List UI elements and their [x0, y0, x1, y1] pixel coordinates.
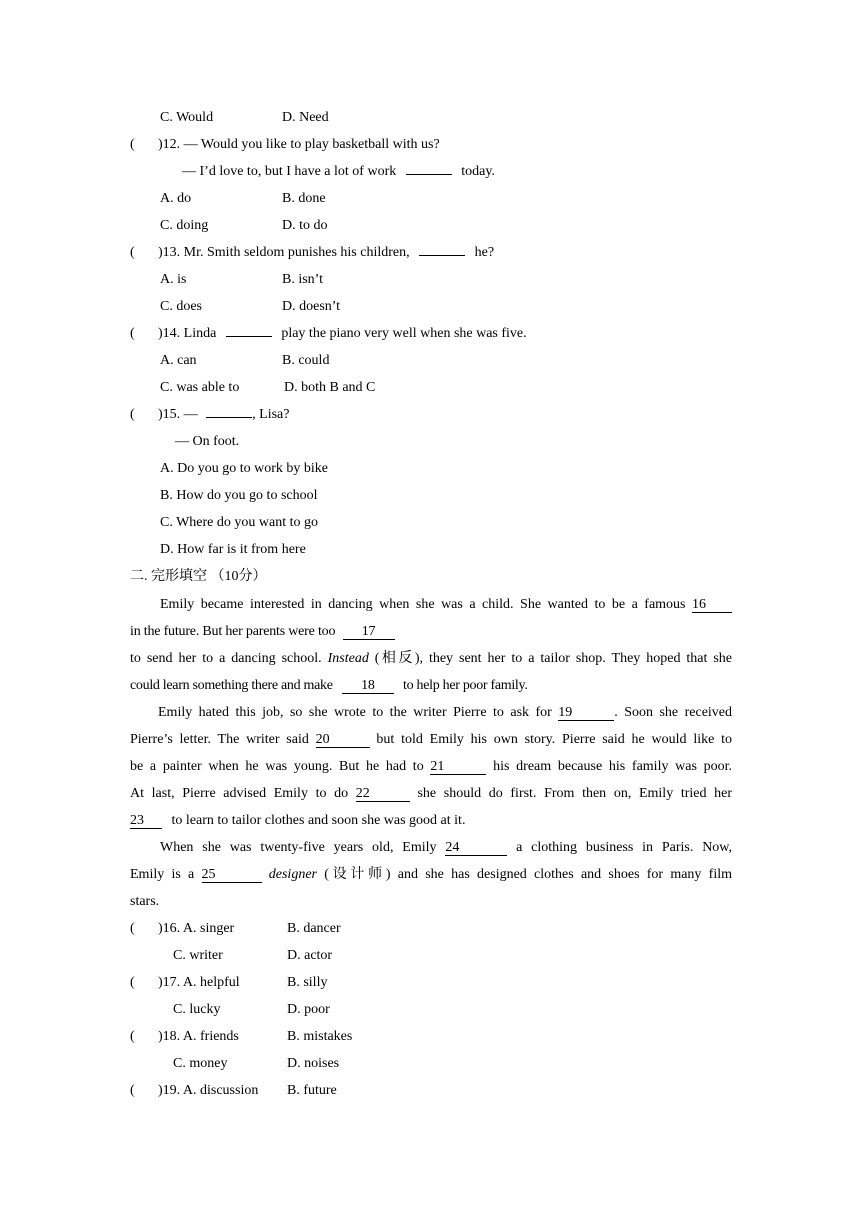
- q12-option-c: C. doing: [160, 218, 209, 233]
- passage-text: be a painter when he was young. But he had to: [130, 759, 424, 774]
- passage-text: Pierre’s letter. The writer said: [130, 732, 309, 747]
- answer-blank: [226, 336, 272, 337]
- passage-line: [130, 866, 732, 884]
- q15-option-c: C. Where do you want to go: [160, 515, 318, 530]
- passage-italic-word: designer: [268, 867, 317, 882]
- blank-25: 25: [202, 867, 262, 883]
- passage-line: [130, 758, 732, 776]
- q18-option-d: D. noises: [287, 1056, 340, 1071]
- q15-option-d: D. How far is it from here: [160, 542, 306, 557]
- answer-blank: [406, 174, 452, 175]
- q19-option-a: )19. A. discussion: [158, 1083, 259, 1098]
- q17-option-d: D. poor: [287, 1002, 330, 1017]
- passage-text: (设计师) and she has designed clothes and shoes for many film: [324, 867, 733, 882]
- q12-option-a: A. do: [160, 191, 192, 206]
- blank-24: 24: [445, 840, 507, 856]
- q14-option-b: B. could: [282, 353, 330, 368]
- q14-option-a: A. can: [160, 353, 197, 368]
- passage-text: (相反), they sent her to a tailor shop. They hoped that she: [374, 651, 733, 666]
- q14-option-c: C. was able to: [160, 380, 240, 395]
- q13-option-b: B. isn’t: [282, 272, 323, 287]
- q15-option-a: A. Do you go to work by bike: [160, 461, 328, 476]
- q13-question: [130, 244, 494, 262]
- q16-option-a: )16. A. singer: [158, 921, 235, 936]
- q12-reply: [182, 163, 495, 181]
- answer-paren: (: [130, 245, 135, 260]
- passage-text: Emily hated this job, so she wrote to the writer Pierre to ask for: [158, 705, 552, 720]
- answer-paren: (: [130, 137, 135, 152]
- passage-line: [130, 596, 732, 614]
- q12-reply-text: — I’d love to, but I have a lot of work: [182, 164, 397, 179]
- q14-option-d: D. both B and C: [284, 380, 376, 395]
- q16-option-d: D. actor: [287, 948, 333, 963]
- q15-question: [130, 406, 290, 424]
- q18-option-a: )18. A. friends: [158, 1029, 239, 1044]
- q16-option-c: C. writer: [173, 948, 223, 963]
- blank-22: 22: [356, 786, 410, 802]
- q19-question: [130, 1082, 258, 1100]
- q17-option-b: B. silly: [287, 975, 328, 990]
- answer-blank: [206, 417, 252, 418]
- passage-italic-word: Instead: [327, 651, 369, 666]
- q13-option-d: D. doesn’t: [282, 299, 341, 314]
- passage-line: stars.: [130, 894, 160, 909]
- section-heading: 二. 完形填空 （10分）: [130, 569, 267, 584]
- passage-text: When she was twenty-five years old, Emily: [160, 840, 437, 855]
- q12-option-b: B. done: [282, 191, 326, 206]
- blank-16: 16: [692, 597, 732, 613]
- passage-text: . Soon she received: [614, 705, 733, 720]
- passage-line: [130, 704, 732, 722]
- q15-prompt-end: , Lisa?: [252, 407, 290, 422]
- answer-blank: [419, 255, 465, 256]
- q13-prompt-end: he?: [474, 245, 495, 260]
- passage-line: [130, 812, 465, 830]
- passage-line: [130, 623, 395, 641]
- q15-prompt: )15. —: [158, 407, 198, 422]
- passage-text: his dream because his family was poor.: [493, 759, 733, 774]
- q18-option-c: C. money: [173, 1056, 228, 1071]
- answer-paren: (: [130, 326, 135, 341]
- q18-question: [130, 1028, 239, 1046]
- q12-reply-end: today.: [461, 164, 495, 179]
- q14-prompt-end: play the piano very well when she was five.: [281, 326, 527, 341]
- q17-option-a: )17. A. helpful: [158, 975, 240, 990]
- passage-text: Emily is a: [130, 867, 195, 882]
- answer-paren: (: [130, 407, 135, 422]
- q16-option-b: B. dancer: [287, 921, 341, 936]
- passage-text: to send her to a dancing school.: [130, 651, 322, 666]
- passage-line: [130, 731, 732, 749]
- passage-text: to learn to tailor clothes and soon she was good at it.: [171, 813, 466, 828]
- blank-17: 17: [343, 624, 395, 640]
- q13-option-c: C. does: [160, 299, 202, 314]
- passage-text: in the future. But her parents were too: [130, 624, 336, 639]
- answer-paren: (: [130, 1029, 135, 1044]
- passage-line: [130, 677, 528, 695]
- passage-text: to help her poor family.: [403, 678, 528, 693]
- answer-paren: (: [130, 975, 135, 990]
- blank-23: 23: [130, 813, 162, 829]
- q14-question: [130, 325, 527, 343]
- passage-text: she should do first. From then on, Emily tried her: [417, 786, 733, 801]
- passage-text: a clothing business in Paris. Now,: [516, 840, 733, 855]
- q17-question: [130, 974, 240, 992]
- blank-20: 20: [316, 732, 370, 748]
- q16-question: [130, 920, 234, 938]
- q17-option-c: C. lucky: [173, 1002, 221, 1017]
- passage-line: [130, 650, 732, 668]
- q18-option-b: B. mistakes: [287, 1029, 353, 1044]
- blank-19: 19: [558, 705, 614, 721]
- q12-prompt: )12. — Would you like to play basketball with us?: [158, 137, 440, 152]
- q12-option-d: D. to do: [282, 218, 328, 233]
- q11-option-c: C. Would: [160, 110, 214, 125]
- q11-option-d: D. Need: [282, 110, 329, 125]
- passage-text: At last, Pierre advised Emily to do: [130, 786, 349, 801]
- q13-prompt: )13. Mr. Smith seldom punishes his children,: [158, 245, 410, 260]
- q14-prompt: )14. Linda: [158, 326, 217, 341]
- q19-option-b: B. future: [287, 1083, 337, 1098]
- q12-question: [130, 136, 440, 154]
- passage-line: [130, 839, 732, 857]
- q15-option-b: B. How do you go to school: [160, 488, 318, 503]
- blank-18: 18: [342, 678, 394, 694]
- passage-text: Emily became interested in dancing when she was a child. She wanted to be a famous: [160, 597, 686, 612]
- answer-paren: (: [130, 921, 135, 936]
- passage-text: could learn something there and make: [130, 678, 333, 693]
- q15-reply: — On foot.: [175, 434, 240, 449]
- blank-21: 21: [430, 759, 486, 775]
- answer-paren: (: [130, 1083, 135, 1098]
- passage-text: but told Emily his own story. Pierre said he would like to: [376, 732, 732, 747]
- q13-option-a: A. is: [160, 272, 187, 287]
- passage-line: [130, 785, 732, 803]
